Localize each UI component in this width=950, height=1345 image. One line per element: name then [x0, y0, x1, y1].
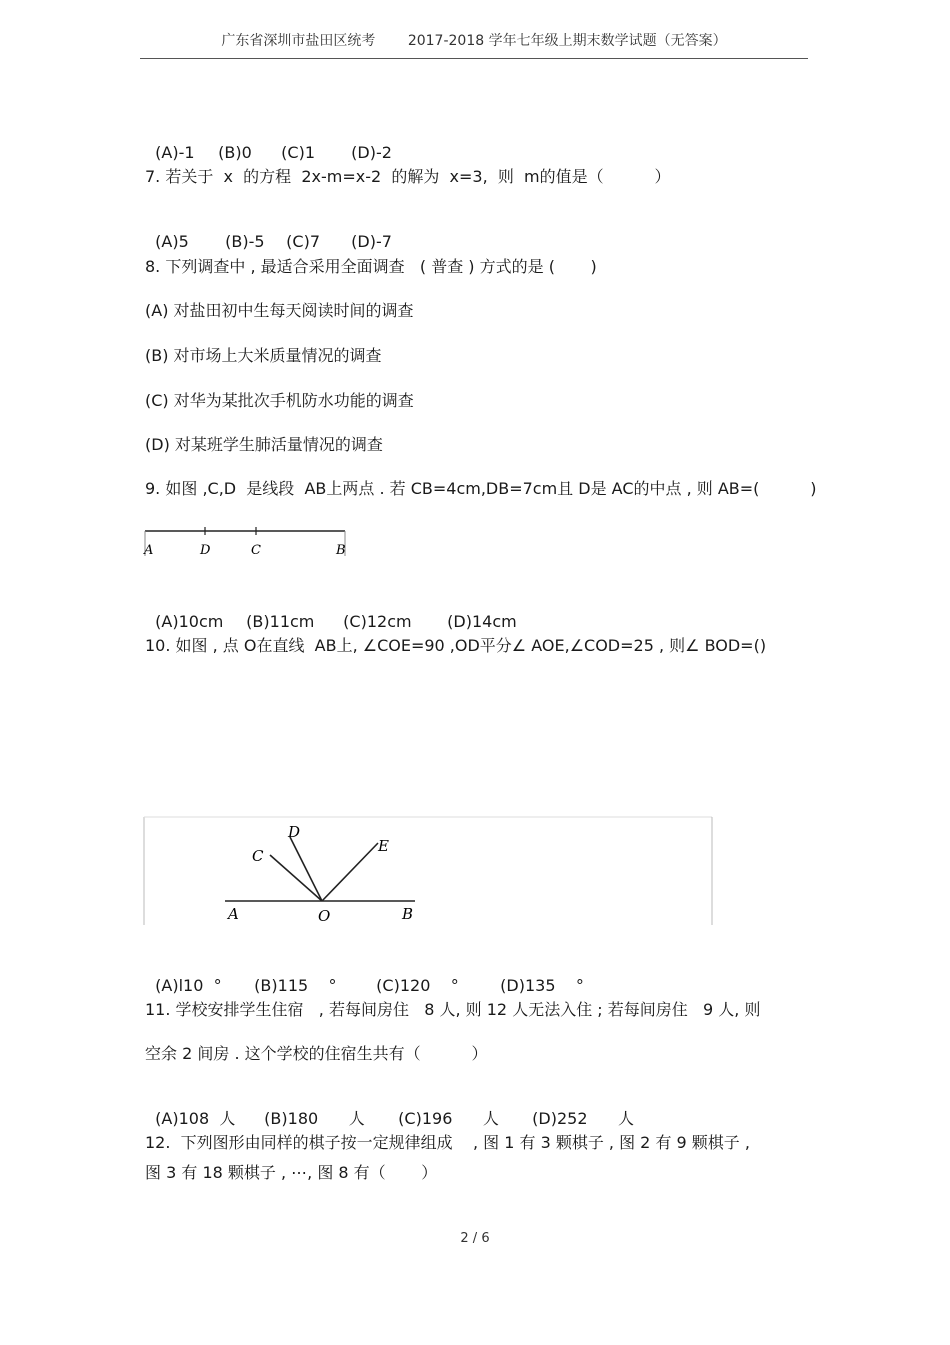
q10-option-b: (B)115 ° [254, 976, 337, 995]
q8-option-c: (C) 对华为某批次手机防水功能的调查 [145, 391, 414, 410]
label-d: D [200, 543, 211, 558]
q9-option-d: (D)14cm [447, 612, 517, 631]
q7-options [145, 212, 392, 252]
label-o: O [318, 907, 331, 925]
q6-option-a: (A)-1 [155, 143, 195, 162]
ray-oc [270, 855, 322, 901]
q11-stem-line2: 空余 2 间房 . 这个学校的住宿生共有（ ） [145, 1044, 488, 1063]
q12-stem-line2: 图 3 有 18 颗棋子 , ⋯, 图 8 有（ ） [145, 1163, 438, 1182]
q11-option-a: (A)108 人 [155, 1109, 236, 1128]
q11-option-b: (B)180 人 [264, 1109, 365, 1128]
q10-option-a: (A)l10 ° [155, 976, 222, 995]
label-a: A [228, 905, 239, 923]
q8-option-a: (A) 对盐田初中生每天阅读时间的调查 [145, 301, 414, 320]
q10-option-d: (D)135 ° [500, 976, 584, 995]
q6-option-b: (B)0 [218, 143, 252, 162]
q9-options [145, 592, 517, 632]
q6-options [145, 123, 392, 163]
q9-option-c: (C)12cm [343, 612, 412, 631]
q9-stem: 9. 如图 ,C,D 是线段 AB上两点 . 若 CB=4cm,DB=7cm且 D是 AC的中点 , 则 AB=( ) [145, 479, 817, 498]
page-header: 广东省深圳市盐田区统考 2017-2018 学年七年级上期末数学试题（无答案） [221, 33, 727, 49]
label-e: E [378, 837, 389, 855]
q11-option-c: (C)196 人 [398, 1109, 499, 1128]
ray-oe [322, 843, 378, 901]
q7-option-d: (D)-7 [351, 232, 392, 251]
q10-stem: 10. 如图 , 点 O在直线 AB上, ∠COE=90 ,OD平分∠ AOE,∠COD=25 , 则∠ BOD=() [145, 636, 767, 655]
q10-options [145, 956, 584, 996]
label-b: B [402, 905, 414, 923]
q12-stem-line1: 12. 下列图形由同样的棋子按一定规律组成 , 图 1 有 3 颗棋子 , 图 2 有 9 颗棋子 , [145, 1133, 750, 1152]
header-divider [140, 58, 808, 59]
q6-option-c: (C)1 [281, 143, 316, 162]
q6-option-d: (D)-2 [351, 143, 392, 162]
q10-option-c: (C)120 ° [376, 976, 459, 995]
q7-option-a: (A)5 [155, 232, 189, 251]
q7-option-b: (B)-5 [225, 232, 265, 251]
q11-options [145, 1089, 634, 1129]
q11-stem-line1: 11. 学校安排学生住宿 , 若每间房住 8 人, 则 12 人无法入住 ; 若每间房住 9 人, 则 [145, 1000, 761, 1019]
q8-option-d: (D) 对某班学生肺活量情况的调查 [145, 435, 383, 454]
ray-od [290, 837, 322, 901]
label-a: A [144, 543, 154, 558]
q8-option-b: (B) 对市场上大米质量情况的调查 [145, 346, 382, 365]
label-d: D [288, 823, 301, 841]
q7-option-c: (C)7 [286, 232, 321, 251]
q9-option-b: (B)11cm [246, 612, 315, 631]
page-number: 2 / 6 [460, 1231, 490, 1246]
q8-stem: 8. 下列调查中 , 最适合采用全面调查 ( 普查 ) 方式的是 ( ) [145, 257, 597, 276]
label-b: B [336, 543, 346, 558]
q10-angle-figure [140, 815, 715, 927]
q9-option-a: (A)10cm [155, 612, 224, 631]
q11-option-d: (D)252 人 [532, 1109, 635, 1128]
q7-stem: 7. 若关于 x 的方程 2x-m=x-2 的解为 x=3, 则 m的值是（ ） [145, 167, 671, 186]
label-c: C [252, 847, 264, 865]
q9-segment-figure [140, 526, 355, 562]
label-c: C [251, 543, 261, 558]
